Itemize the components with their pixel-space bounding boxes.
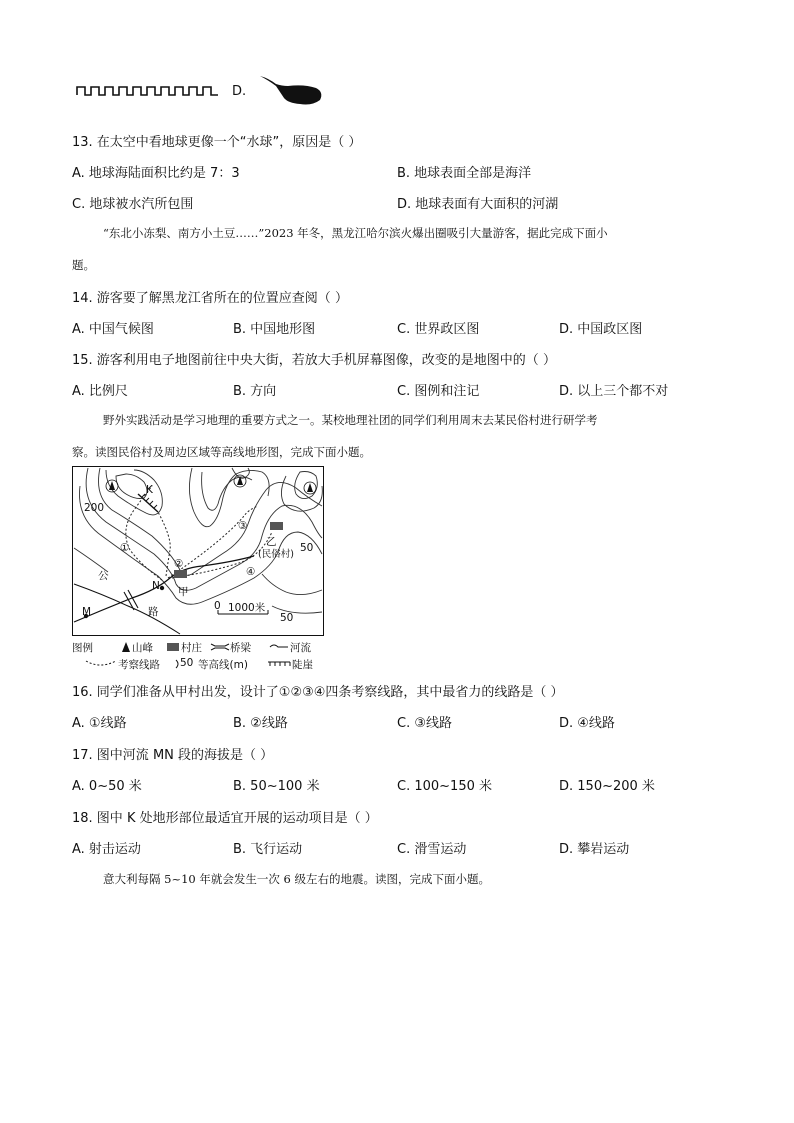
- intro-passage-1-line-2: 题。: [72, 258, 95, 272]
- question-16-option-a[interactable]: A. ①线路: [72, 716, 127, 731]
- map-label-n: N: [152, 580, 160, 592]
- legend-peak: 山峰: [132, 642, 153, 654]
- map-label-jia: 甲: [178, 586, 189, 598]
- cliff-legend-icon: [266, 658, 292, 670]
- map-label-route-3: ③: [238, 520, 248, 532]
- map-label-gong: 公: [98, 570, 109, 582]
- question-16-option-c[interactable]: C. ③线路: [397, 716, 452, 731]
- question-15-option-b[interactable]: B. 方向: [233, 384, 277, 399]
- option-d-letter: D.: [232, 84, 247, 99]
- question-17-option-b[interactable]: B. 50~100 米: [233, 779, 320, 794]
- legend-route: 考察线路: [118, 659, 160, 671]
- map-label-50-south: 50: [280, 612, 294, 624]
- intro-passage-2-line-2: 察。读图民俗村及周边区域等高线地形图，完成下面小题。: [72, 445, 371, 459]
- map-label-lu: 路: [148, 606, 159, 618]
- intro-passage-3: 意大利每隔 5~10 年就会发生一次 6 级左右的地震。读图，完成下面小题。: [103, 872, 491, 886]
- question-17-option-d[interactable]: D. 150~200 米: [559, 779, 655, 794]
- question-15-option-d[interactable]: D. 以上三个都不对: [559, 384, 669, 399]
- legend-cliff: 陡崖: [292, 659, 313, 671]
- contour-map: [72, 466, 324, 636]
- question-15-option-a[interactable]: A. 比例尺: [72, 384, 128, 399]
- question-16-stem: 16. 同学们准备从甲村出发，设计了①②③④四条考察线路，其中最省力的线路是（ ）: [72, 685, 564, 700]
- intro-passage-2-line-1: 野外实践活动是学习地理的重要方式之一。某校地理社团的同学们利用周末去某民俗村进行研学考: [103, 413, 598, 427]
- map-label-200: 200: [84, 502, 105, 514]
- question-13-option-b[interactable]: B. 地球表面全部是海洋: [397, 166, 532, 181]
- scale-zero: 0: [214, 600, 221, 612]
- map-label-k: K: [146, 484, 153, 496]
- map-label-route-2: ②: [174, 558, 184, 570]
- legend-village: 村庄: [181, 642, 202, 654]
- bridge-icon: [210, 641, 230, 653]
- map-label-yi: 乙: [266, 536, 277, 548]
- peak-icon: [120, 641, 132, 653]
- question-18-option-a[interactable]: A. 射击运动: [72, 842, 141, 857]
- question-13-option-c[interactable]: C. 地球被水汽所包围: [72, 197, 194, 212]
- question-13-option-d[interactable]: D. 地球表面有大面积的河湖: [397, 197, 559, 212]
- legend-river: 河流: [290, 642, 311, 654]
- question-15-option-c[interactable]: C. 图例和注记: [397, 384, 480, 399]
- village-icon: [166, 642, 180, 652]
- question-14-option-b[interactable]: B. 中国地形图: [233, 322, 316, 337]
- scale-text: 1000米: [228, 602, 266, 614]
- question-14-option-a[interactable]: A. 中国气候图: [72, 322, 154, 337]
- question-13-option-a[interactable]: A. 地球海陆面积比约是 7：3: [72, 166, 240, 181]
- village-yi-marker: [270, 522, 283, 530]
- question-16-option-d[interactable]: D. ④线路: [559, 716, 615, 731]
- map-label-m: M: [82, 606, 92, 618]
- question-18-option-b[interactable]: B. 飞行运动: [233, 842, 303, 857]
- intro-passage-1-line-1: “东北小冻梨、南方小土豆……”2023 年冬，黑龙江哈尔滨火爆出圈吸引大量游客，据此完成下面小: [103, 226, 608, 240]
- question-17-option-c[interactable]: C. 100~150 米: [397, 779, 492, 794]
- village-jia-marker: [174, 570, 187, 578]
- map-label-minsucun: (民俗村): [258, 549, 294, 560]
- question-14-option-d[interactable]: D. 中国政区图: [559, 322, 643, 337]
- lake-shape-icon: [258, 72, 328, 110]
- legend-contour: 等高线(m): [198, 659, 248, 671]
- map-label-route-1: ①: [120, 542, 130, 554]
- question-17-stem: 17. 图中河流 MN 段的海拔是（ ）: [72, 748, 274, 763]
- map-label-route-4: ④: [246, 566, 256, 578]
- question-13-stem: 13. 在太空中看地球更像一个“水球”，原因是（ ）: [72, 135, 362, 150]
- question-17-option-a[interactable]: A. 0~50 米: [72, 779, 142, 794]
- legend-title: 图例: [72, 642, 93, 654]
- question-18-option-d[interactable]: D. 攀岩运动: [559, 842, 630, 857]
- question-14-option-c[interactable]: C. 世界政区图: [397, 322, 480, 337]
- river-icon: [268, 641, 290, 653]
- cliff-symbol: [76, 84, 226, 98]
- question-18-stem: 18. 图中 K 处地形部位最适宜开展的运动项目是（ ）: [72, 811, 378, 826]
- question-16-option-b[interactable]: B. ②线路: [233, 716, 288, 731]
- legend-bridge: 桥梁: [230, 642, 251, 654]
- question-14-stem: 14. 游客要了解黑龙江省所在的位置应查阅（ ）: [72, 291, 348, 306]
- legend-contour-value: 50: [180, 657, 194, 669]
- route-line-icon: [84, 657, 118, 669]
- question-18-option-c[interactable]: C. 滑雪运动: [397, 842, 467, 857]
- map-label-50-east: 50: [300, 542, 314, 554]
- question-15-stem: 15. 游客利用电子地图前往中央大街，若放大手机屏幕图像，改变的是地图中的（ ）: [72, 353, 556, 368]
